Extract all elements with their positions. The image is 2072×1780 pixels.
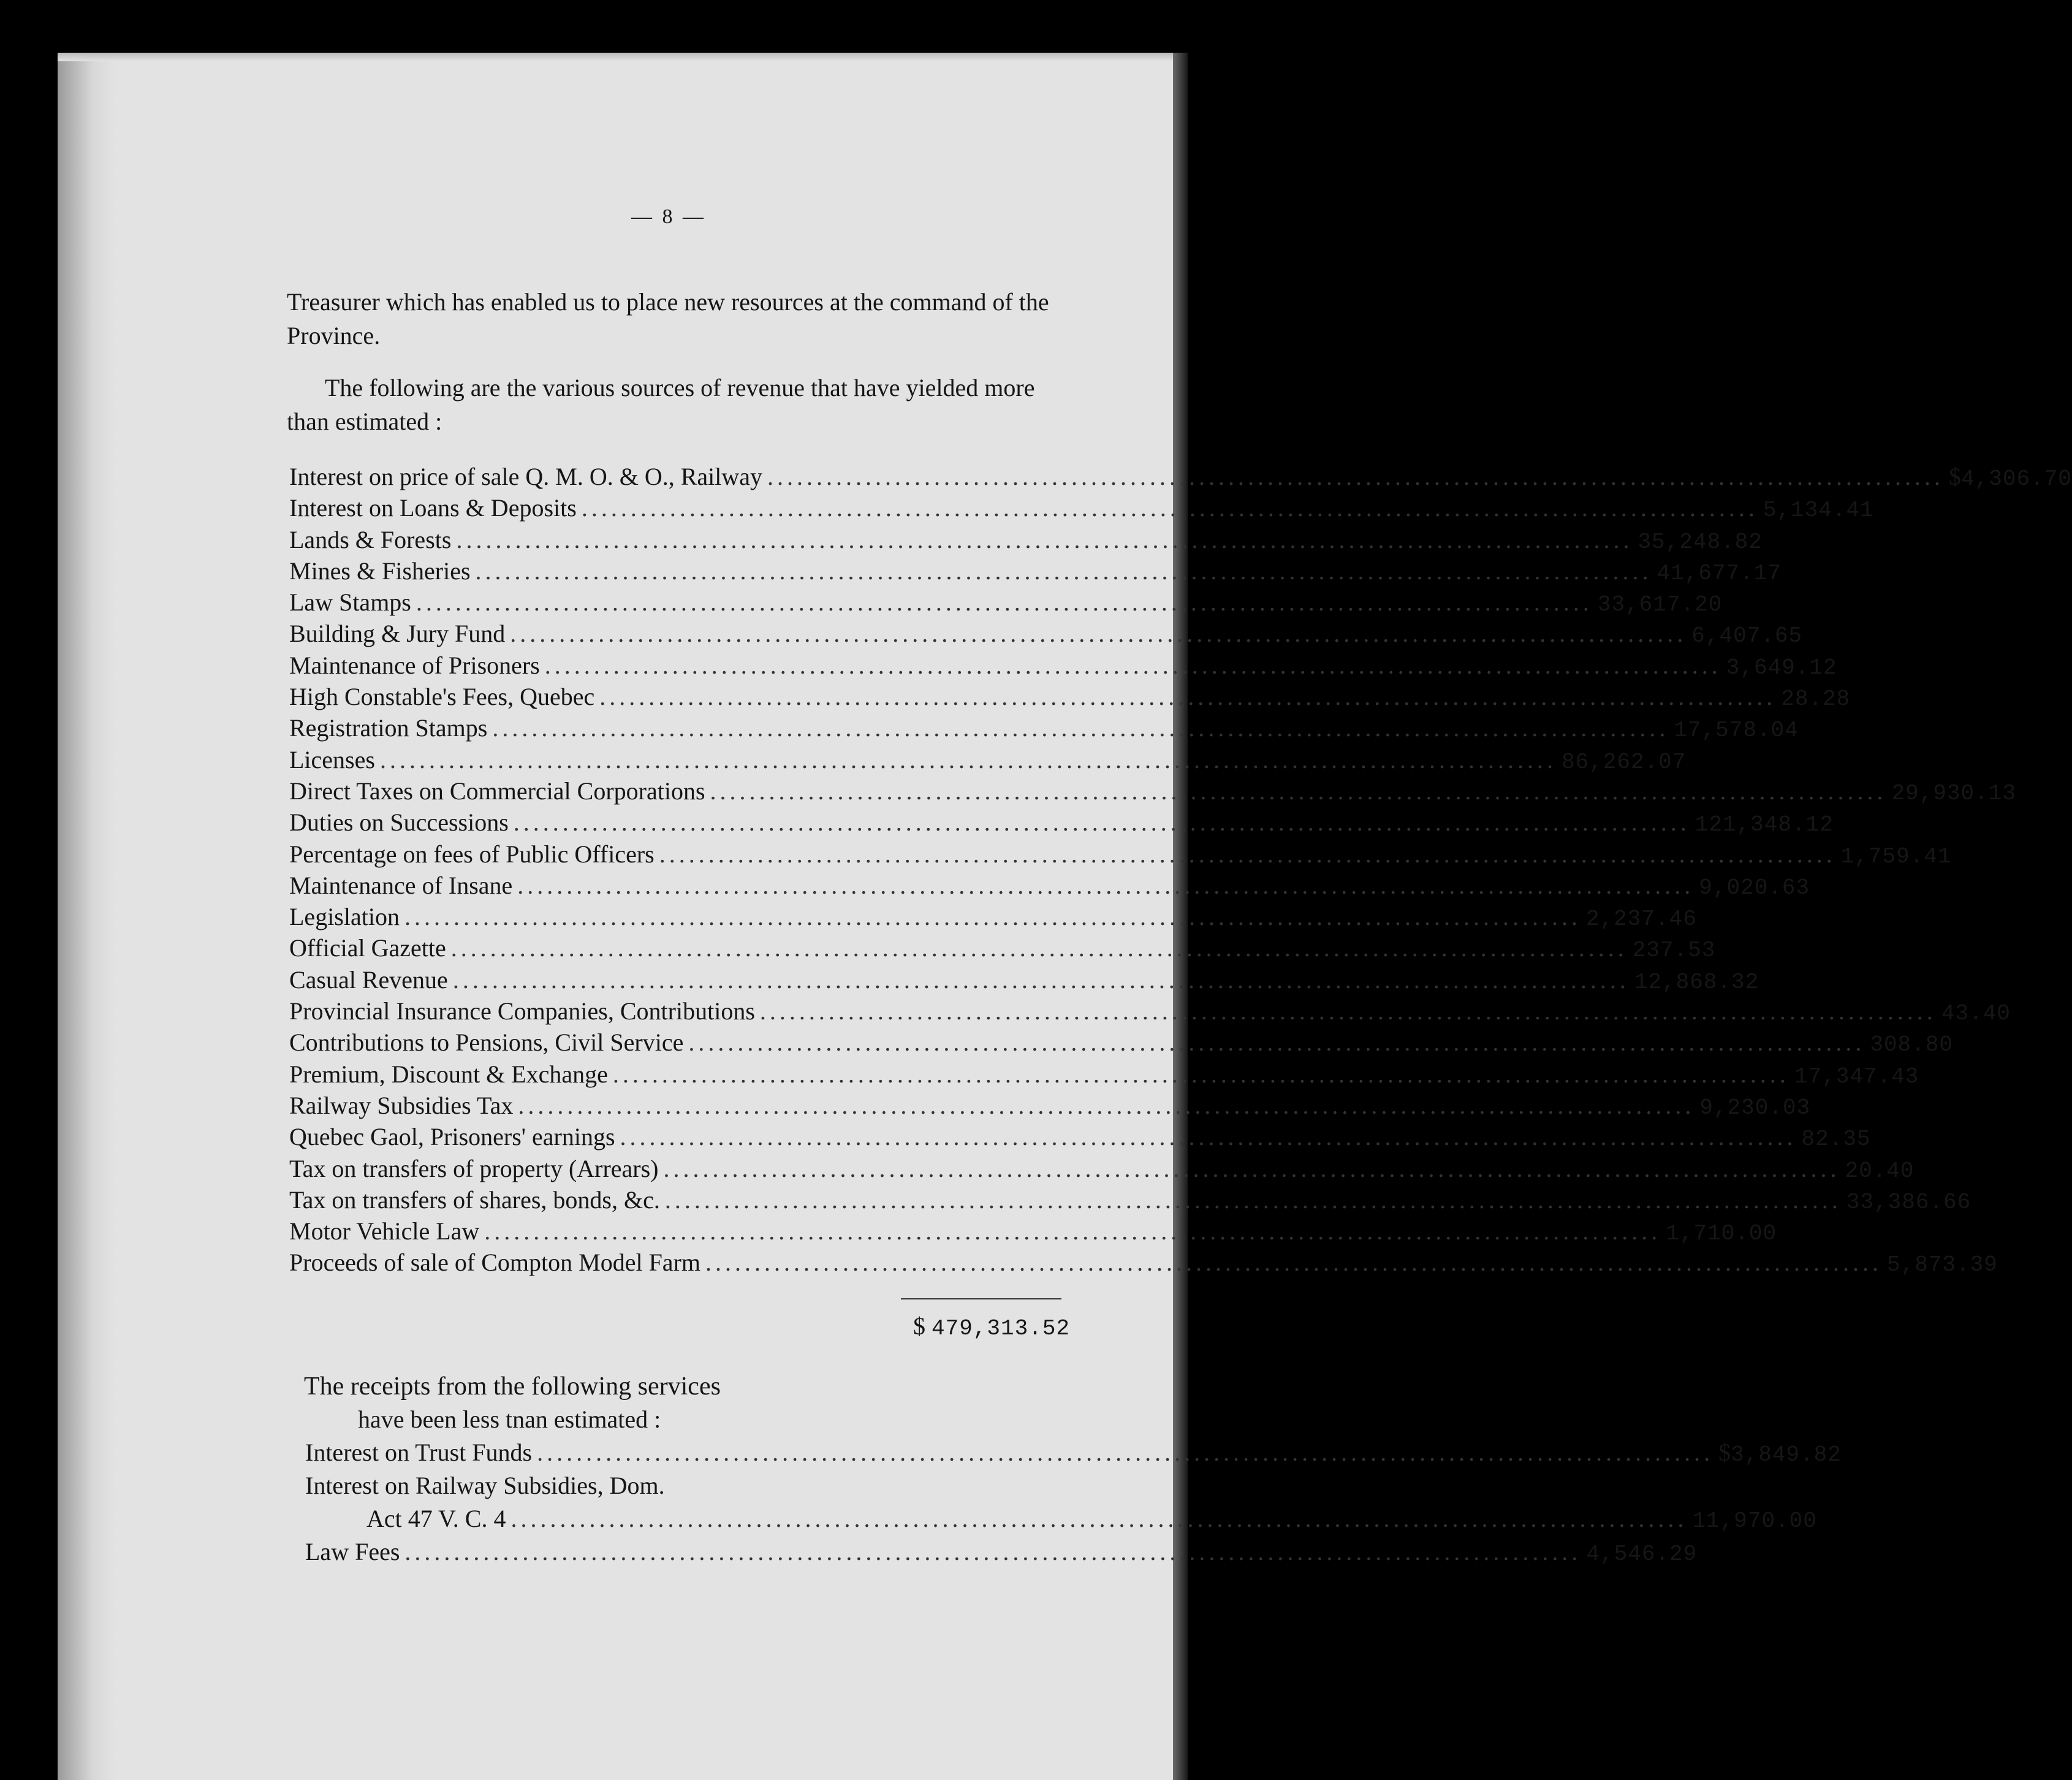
leader-dots: ........................................................................................................................	[517, 871, 1694, 899]
revenue-row	[289, 744, 1687, 775]
row-amount: 86,262.07	[1561, 749, 1687, 775]
leader-dots: ........................................................................................................................	[450, 934, 1628, 962]
row-amount: 20.40	[1845, 1158, 1915, 1184]
revenue-row	[289, 492, 1874, 523]
row-label: Motor Vehicle Law	[289, 1217, 480, 1246]
revenue-row	[289, 618, 1803, 649]
revenue-row	[289, 1184, 1971, 1215]
revenue-row	[289, 995, 2011, 1027]
revenue-row	[289, 555, 1782, 587]
row-label: Legislation	[289, 903, 400, 931]
row-amount: 11,970.00	[1692, 1508, 1817, 1534]
leader-dots: ........................................................................................................................	[659, 840, 1836, 868]
row-amount: 12,868.32	[1634, 969, 1759, 995]
row-amount: 3,649.12	[1726, 655, 1837, 680]
leader-dots: ........................................................................................................................	[688, 1029, 1865, 1057]
revenue-row	[289, 1247, 1998, 1278]
less-revenue-row	[305, 1502, 1817, 1535]
less-revenue-row	[305, 1469, 912, 1502]
row-label: Lands & Forests	[289, 525, 452, 553]
revenue-row	[289, 870, 1810, 901]
revenue-row	[289, 1153, 1915, 1184]
row-label: Interest on price of sale Q. M. O. & O., Railway	[289, 463, 763, 490]
leader-dots: ........................................................................................................................	[518, 1091, 1695, 1119]
row-label: Interest on Trust Funds	[305, 1439, 533, 1466]
row-label: Tax on transfers of property (Arrears)	[289, 1154, 659, 1182]
revenue-row	[289, 1090, 1811, 1121]
total-rule	[901, 1298, 1061, 1299]
row-label: Proceeds of sale of Compton Model Farm	[289, 1249, 700, 1277]
leader-dots: ........................................................................................................................	[379, 745, 1557, 774]
row-amount: 17,347.43	[1794, 1063, 1919, 1089]
row-label: Registration Stamps	[289, 714, 488, 742]
page-spine-shadow	[58, 53, 116, 1780]
row-currency: $	[1949, 463, 1962, 490]
row-amount: 4,546.29	[1586, 1542, 1698, 1567]
revenue-row	[289, 650, 1837, 681]
row-label: Licenses	[289, 745, 375, 774]
leader-dots: ........................................................................................................................	[513, 808, 1690, 837]
revenue-intro-paragraph: The following are the various sources of revenue that have yielded more than estimated :	[287, 374, 1035, 435]
row-amount: 308.80	[1870, 1032, 1953, 1058]
revenue-row	[289, 1059, 1919, 1090]
row-amount: 2,237.46	[1585, 907, 1697, 932]
row-amount: 9,230.03	[1699, 1095, 1811, 1120]
row-amount: 6,407.65	[1691, 623, 1803, 649]
row-amount: 5,134.41	[1763, 498, 1874, 523]
less-heading-line-2: have been less tnan estimated :	[358, 1405, 661, 1433]
leader-dots: ........................................................................................................................	[452, 965, 1630, 994]
row-amount: 9,020.63	[1699, 875, 1810, 900]
row-currency: $	[1718, 1439, 1731, 1466]
row-label: Premium, Discount & Exchange	[289, 1060, 608, 1088]
row-label: Tax on transfers of shares, bonds, &c.	[289, 1185, 660, 1214]
leader-dots: ........................................................................................................................	[510, 1505, 1688, 1532]
revenue-row	[289, 901, 1697, 932]
less-heading-line-1: The receipts from the following services	[304, 1372, 721, 1401]
row-label: Casual Revenue	[289, 965, 448, 994]
revenue-row	[289, 1027, 1953, 1058]
row-amount: 237.53	[1632, 938, 1716, 964]
row-amount: 41,677.17	[1656, 560, 1782, 586]
row-amount: 4,306.70	[1961, 466, 2072, 492]
leader-dots: ........................................................................................................................	[664, 1185, 1842, 1214]
page-number: — 8 —	[631, 205, 706, 228]
row-label: Act 47 V. C. 4	[366, 1505, 506, 1532]
leader-dots: ........................................................................................................................	[759, 997, 1937, 1025]
row-amount: 82.35	[1801, 1127, 1871, 1152]
revenue-row	[289, 964, 1759, 995]
row-label: Interest on Loans & Deposits	[289, 494, 577, 522]
intro-paragraph: Treasurer which has enabled us to place new resources at the command of the Province.	[287, 288, 1049, 349]
leader-dots: ........................................................................................................................	[612, 1060, 1789, 1088]
row-amount: 33,386.66	[1846, 1189, 1971, 1215]
leader-dots: ........................................................................................................................	[620, 1123, 1797, 1151]
leader-dots: ........................................................................................................................	[404, 903, 1581, 931]
row-label: Duties on Successions	[289, 808, 509, 837]
less-revenue-table	[305, 1436, 1842, 1569]
less-revenue-row	[305, 1535, 1698, 1569]
row-label: High Constable's Fees, Quebec	[289, 683, 595, 711]
revenue-row	[289, 807, 1834, 838]
leader-dots: ........................................................................................................................	[663, 1154, 1840, 1182]
row-amount: 35,248.82	[1637, 529, 1763, 555]
row-amount: 5,873.39	[1887, 1252, 1998, 1278]
revenue-row	[289, 712, 1799, 744]
leader-dots: ........................................................................................................................	[484, 1217, 1661, 1246]
leader-dots: ........................................................................................................................	[475, 557, 1652, 585]
leader-dots: ........................................................................................................................	[404, 1538, 1582, 1565]
row-amount: 1,710.00	[1666, 1221, 1777, 1247]
leader-dots: ........................................................................................................................	[510, 620, 1687, 648]
revenue-row	[289, 681, 1851, 712]
revenue-table	[289, 461, 2072, 1279]
leader-dots: ........................................................................................................................	[710, 777, 1887, 805]
leader-dots: ........................................................................................................................	[767, 463, 1945, 490]
row-amount: 17,578.04	[1674, 718, 1799, 744]
leader-dots: ........................................................................................................................	[581, 494, 1758, 522]
revenue-row	[289, 461, 2072, 492]
row-label: Maintenance of Prisoners	[289, 651, 540, 679]
row-label: Maintenance of Insane	[289, 871, 513, 899]
revenue-row	[289, 1121, 1871, 1152]
leader-dots: ........................................................................................................................	[537, 1439, 1714, 1466]
leader-dots: ........................................................................................................................	[492, 714, 1669, 742]
page-top-edge	[58, 53, 1185, 61]
row-label: Quebec Gaol, Prisoners' earnings	[289, 1123, 615, 1151]
row-amount: 121,348.12	[1694, 812, 1834, 838]
revenue-row	[289, 932, 1716, 964]
row-amount: 3,849.82	[1731, 1442, 1842, 1467]
revenue-total	[913, 1312, 1070, 1341]
revenue-row	[289, 1215, 1777, 1247]
row-label: Railway Subsidies Tax	[289, 1091, 514, 1119]
total-currency: $	[913, 1312, 925, 1340]
row-amount: 29,930.13	[1891, 780, 2016, 806]
leader-dots: ........................................................................................................................	[456, 525, 1633, 553]
row-label: Percentage on fees of Public Officers	[289, 840, 655, 868]
leader-dots: ........................................................................................................................	[544, 651, 1721, 679]
row-label: Contributions to Pensions, Civil Service	[289, 1029, 684, 1057]
row-label: Direct Taxes on Commercial Corporations	[289, 777, 705, 805]
leader-dots: ........................................................................................................................	[599, 683, 1777, 711]
row-amount: 43.40	[1941, 1001, 2011, 1027]
leader-dots: ........................................................................................................................	[705, 1249, 1882, 1277]
row-label: Law Stamps	[289, 588, 411, 617]
revenue-row	[289, 775, 2016, 807]
row-label: Building & Jury Fund	[289, 620, 506, 648]
row-amount: 33,617.20	[1597, 592, 1723, 618]
row-amount: 28.28	[1781, 687, 1851, 712]
leader-dots: ........................................................................................................................	[416, 588, 1593, 617]
total-amount: 479,313.52	[932, 1316, 1071, 1341]
revenue-row	[289, 524, 1763, 555]
row-label: Law Fees	[305, 1538, 400, 1565]
revenue-row	[289, 839, 1952, 870]
less-revenue-row	[305, 1436, 1842, 1469]
row-label: Official Gazette	[289, 934, 446, 962]
row-label: Mines & Fisheries	[289, 557, 471, 585]
row-label: Provincial Insurance Companies, Contributions	[289, 997, 755, 1025]
row-amount: 1,759.41	[1840, 843, 1952, 869]
revenue-row	[289, 587, 1723, 618]
row-label: Interest on Railway Subsidies, Dom.	[305, 1472, 665, 1499]
